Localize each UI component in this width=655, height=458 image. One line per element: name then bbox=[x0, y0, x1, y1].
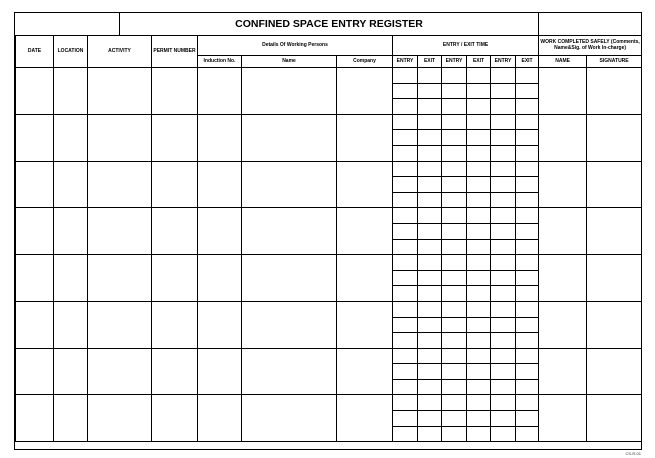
wc-signature-cell[interactable] bbox=[587, 348, 642, 395]
exit-2-time-cell[interactable] bbox=[467, 192, 491, 208]
wc-name-cell[interactable] bbox=[539, 68, 587, 115]
entry-3-time-cell[interactable] bbox=[491, 192, 516, 208]
entry-1-time-cell[interactable] bbox=[393, 68, 418, 84]
exit-2-time-cell[interactable] bbox=[467, 286, 491, 302]
table-row bbox=[16, 161, 642, 177]
company-header: Company bbox=[337, 56, 393, 68]
wc-signature-cell[interactable] bbox=[587, 161, 642, 208]
name-cell[interactable] bbox=[242, 301, 337, 348]
entry-2-time-cell[interactable] bbox=[442, 286, 467, 302]
induction-cell[interactable] bbox=[198, 208, 242, 255]
wc-signature-cell[interactable] bbox=[587, 255, 642, 302]
exit-2-time-cell[interactable] bbox=[467, 145, 491, 161]
name-cell[interactable] bbox=[242, 255, 337, 302]
induction-cell[interactable] bbox=[198, 348, 242, 395]
exit-header-3: EXIT bbox=[516, 56, 539, 68]
entry-1-time-cell[interactable] bbox=[393, 130, 418, 146]
exit-2-time-cell[interactable] bbox=[467, 114, 491, 130]
date-cell[interactable] bbox=[16, 114, 54, 161]
date-cell[interactable] bbox=[16, 208, 54, 255]
permit-cell[interactable] bbox=[152, 208, 198, 255]
entry-1-time-cell[interactable] bbox=[393, 161, 418, 177]
name-cell[interactable] bbox=[242, 208, 337, 255]
table-row bbox=[16, 208, 642, 224]
activity-header: ACTIVITY bbox=[88, 36, 152, 68]
exit-1-time-cell[interactable] bbox=[418, 145, 442, 161]
entry-3-time-cell[interactable] bbox=[491, 286, 516, 302]
title-bar bbox=[15, 13, 641, 35]
entry-3-time-cell[interactable] bbox=[491, 208, 516, 224]
register-table bbox=[15, 35, 642, 442]
entry-header-2: ENTRY bbox=[442, 56, 467, 68]
name-header: Name bbox=[242, 56, 337, 68]
permit-cell[interactable] bbox=[152, 348, 198, 395]
activity-cell[interactable] bbox=[88, 348, 152, 395]
entry-3-time-cell[interactable] bbox=[491, 114, 516, 130]
form-title: CONFINED SPACE ENTRY REGISTER bbox=[235, 18, 423, 30]
entry-1-time-cell[interactable] bbox=[393, 411, 418, 427]
exit-2-time-cell[interactable] bbox=[467, 411, 491, 427]
entry-2-time-cell[interactable] bbox=[442, 114, 467, 130]
company-cell[interactable] bbox=[337, 208, 393, 255]
exit-3-time-cell[interactable] bbox=[516, 177, 539, 193]
name-cell[interactable] bbox=[242, 68, 337, 115]
entry-3-time-cell[interactable] bbox=[491, 364, 516, 380]
induction-no-header: Induction No. bbox=[198, 56, 242, 68]
exit-1-time-cell[interactable] bbox=[418, 130, 442, 146]
exit-2-time-cell[interactable] bbox=[467, 333, 491, 349]
name-cell[interactable] bbox=[242, 114, 337, 161]
wc-name-cell[interactable] bbox=[539, 301, 587, 348]
entry-3-time-cell[interactable] bbox=[491, 348, 516, 364]
exit-1-time-cell[interactable] bbox=[418, 348, 442, 364]
company-cell[interactable] bbox=[337, 348, 393, 395]
entry-3-time-cell[interactable] bbox=[491, 411, 516, 427]
wc-name-cell[interactable] bbox=[539, 255, 587, 302]
company-cell[interactable] bbox=[337, 161, 393, 208]
entry-1-time-cell[interactable] bbox=[393, 333, 418, 349]
exit-1-time-cell[interactable] bbox=[418, 177, 442, 193]
location-cell[interactable] bbox=[54, 208, 88, 255]
entry-1-time-cell[interactable] bbox=[393, 426, 418, 442]
entry-3-time-cell[interactable] bbox=[491, 426, 516, 442]
location-cell[interactable] bbox=[54, 348, 88, 395]
activity-cell[interactable] bbox=[88, 68, 152, 115]
exit-3-time-cell[interactable] bbox=[516, 68, 539, 84]
entry-2-time-cell[interactable] bbox=[442, 348, 467, 364]
wc-signature-cell[interactable] bbox=[587, 395, 642, 442]
exit-3-time-cell[interactable] bbox=[516, 426, 539, 442]
entry-1-time-cell[interactable] bbox=[393, 255, 418, 271]
entry-2-time-cell[interactable] bbox=[442, 83, 467, 99]
entry-3-time-cell[interactable] bbox=[491, 83, 516, 99]
entry-3-time-cell[interactable] bbox=[491, 379, 516, 395]
entry-1-time-cell[interactable] bbox=[393, 83, 418, 99]
location-cell[interactable] bbox=[54, 255, 88, 302]
work-completed-header: WORK COMPLETED SAFELY (Comments, Name&Sig. of Work In-charge) bbox=[539, 36, 642, 56]
entry-2-time-cell[interactable] bbox=[442, 68, 467, 84]
exit-2-time-cell[interactable] bbox=[467, 99, 491, 115]
exit-3-time-cell[interactable] bbox=[516, 348, 539, 364]
exit-1-time-cell[interactable] bbox=[418, 426, 442, 442]
entry-3-time-cell[interactable] bbox=[491, 223, 516, 239]
exit-1-time-cell[interactable] bbox=[418, 411, 442, 427]
entry-header-1: ENTRY bbox=[393, 56, 418, 68]
activity-cell[interactable] bbox=[88, 208, 152, 255]
company-cell[interactable] bbox=[337, 114, 393, 161]
permit-cell[interactable] bbox=[152, 301, 198, 348]
wc-name-cell[interactable] bbox=[539, 348, 587, 395]
wc-signature-cell[interactable] bbox=[587, 114, 642, 161]
exit-1-time-cell[interactable] bbox=[418, 255, 442, 271]
date-cell[interactable] bbox=[16, 68, 54, 115]
exit-3-time-cell[interactable] bbox=[516, 83, 539, 99]
permit-cell[interactable] bbox=[152, 161, 198, 208]
date-cell[interactable] bbox=[16, 348, 54, 395]
wc-signature-header: SIGNATURE bbox=[587, 56, 642, 68]
location-cell[interactable] bbox=[54, 161, 88, 208]
entry-2-time-cell[interactable] bbox=[442, 239, 467, 255]
wc-signature-cell[interactable] bbox=[587, 208, 642, 255]
exit-2-time-cell[interactable] bbox=[467, 239, 491, 255]
entry-3-time-cell[interactable] bbox=[491, 317, 516, 333]
entry-2-time-cell[interactable] bbox=[442, 192, 467, 208]
exit-3-time-cell[interactable] bbox=[516, 130, 539, 146]
date-cell[interactable] bbox=[16, 255, 54, 302]
exit-3-time-cell[interactable] bbox=[516, 99, 539, 115]
exit-1-time-cell[interactable] bbox=[418, 364, 442, 380]
entry-exit-time-header: ENTRY / EXIT TIME bbox=[393, 36, 539, 56]
exit-2-time-cell[interactable] bbox=[467, 379, 491, 395]
entry-2-time-cell[interactable] bbox=[442, 379, 467, 395]
wc-name-cell[interactable] bbox=[539, 395, 587, 442]
entry-2-time-cell[interactable] bbox=[442, 426, 467, 442]
exit-header-1: EXIT bbox=[418, 56, 442, 68]
exit-2-time-cell[interactable] bbox=[467, 395, 491, 411]
activity-cell[interactable] bbox=[88, 161, 152, 208]
exit-3-time-cell[interactable] bbox=[516, 145, 539, 161]
permit-number-header: PERMIT NUMBER bbox=[152, 36, 198, 68]
table-row bbox=[16, 348, 642, 364]
company-cell[interactable] bbox=[337, 255, 393, 302]
exit-header-2: EXIT bbox=[467, 56, 491, 68]
induction-cell[interactable] bbox=[198, 161, 242, 208]
exit-2-time-cell[interactable] bbox=[467, 83, 491, 99]
title-bar-right-cell bbox=[538, 13, 641, 35]
entry-1-time-cell[interactable] bbox=[393, 364, 418, 380]
exit-3-time-cell[interactable] bbox=[516, 379, 539, 395]
entry-3-time-cell[interactable] bbox=[491, 239, 516, 255]
form-code: CS-R-01 bbox=[625, 451, 641, 456]
location-cell[interactable] bbox=[54, 68, 88, 115]
entry-2-time-cell[interactable] bbox=[442, 333, 467, 349]
company-cell[interactable] bbox=[337, 301, 393, 348]
company-cell[interactable] bbox=[337, 395, 393, 442]
wc-name-header: NAME bbox=[539, 56, 587, 68]
entry-3-time-cell[interactable] bbox=[491, 99, 516, 115]
entry-2-time-cell[interactable] bbox=[442, 99, 467, 115]
exit-3-time-cell[interactable] bbox=[516, 317, 539, 333]
wc-signature-cell[interactable] bbox=[587, 68, 642, 115]
location-cell[interactable] bbox=[54, 395, 88, 442]
entry-1-time-cell[interactable] bbox=[393, 270, 418, 286]
activity-cell[interactable] bbox=[88, 395, 152, 442]
exit-1-time-cell[interactable] bbox=[418, 208, 442, 224]
exit-3-time-cell[interactable] bbox=[516, 364, 539, 380]
induction-cell[interactable] bbox=[198, 68, 242, 115]
exit-2-time-cell[interactable] bbox=[467, 208, 491, 224]
location-cell[interactable] bbox=[54, 114, 88, 161]
exit-3-time-cell[interactable] bbox=[516, 301, 539, 317]
exit-2-time-cell[interactable] bbox=[467, 223, 491, 239]
induction-cell[interactable] bbox=[198, 301, 242, 348]
exit-3-time-cell[interactable] bbox=[516, 223, 539, 239]
date-header: DATE bbox=[16, 36, 54, 68]
entry-1-time-cell[interactable] bbox=[393, 395, 418, 411]
title-bar-left-cell bbox=[15, 13, 120, 35]
table-row bbox=[16, 114, 642, 130]
exit-2-time-cell[interactable] bbox=[467, 68, 491, 84]
exit-3-time-cell[interactable] bbox=[516, 161, 539, 177]
exit-3-time-cell[interactable] bbox=[516, 239, 539, 255]
date-cell[interactable] bbox=[16, 161, 54, 208]
entry-3-time-cell[interactable] bbox=[491, 255, 516, 271]
exit-3-time-cell[interactable] bbox=[516, 395, 539, 411]
exit-1-time-cell[interactable] bbox=[418, 301, 442, 317]
exit-3-time-cell[interactable] bbox=[516, 192, 539, 208]
exit-1-time-cell[interactable] bbox=[418, 192, 442, 208]
exit-1-time-cell[interactable] bbox=[418, 270, 442, 286]
exit-2-time-cell[interactable] bbox=[467, 255, 491, 271]
entry-1-time-cell[interactable] bbox=[393, 99, 418, 115]
exit-1-time-cell[interactable] bbox=[418, 161, 442, 177]
exit-2-time-cell[interactable] bbox=[467, 317, 491, 333]
entry-2-time-cell[interactable] bbox=[442, 130, 467, 146]
location-cell[interactable] bbox=[54, 301, 88, 348]
entry-1-time-cell[interactable] bbox=[393, 192, 418, 208]
exit-2-time-cell[interactable] bbox=[467, 177, 491, 193]
entry-1-time-cell[interactable] bbox=[393, 114, 418, 130]
entry-1-time-cell[interactable] bbox=[393, 239, 418, 255]
entry-3-time-cell[interactable] bbox=[491, 177, 516, 193]
entry-2-time-cell[interactable] bbox=[442, 223, 467, 239]
permit-cell[interactable] bbox=[152, 68, 198, 115]
exit-2-time-cell[interactable] bbox=[467, 270, 491, 286]
entry-2-time-cell[interactable] bbox=[442, 145, 467, 161]
exit-1-time-cell[interactable] bbox=[418, 99, 442, 115]
exit-3-time-cell[interactable] bbox=[516, 270, 539, 286]
exit-2-time-cell[interactable] bbox=[467, 426, 491, 442]
entry-1-time-cell[interactable] bbox=[393, 301, 418, 317]
exit-3-time-cell[interactable] bbox=[516, 114, 539, 130]
activity-cell[interactable] bbox=[88, 301, 152, 348]
exit-3-time-cell[interactable] bbox=[516, 255, 539, 271]
permit-cell[interactable] bbox=[152, 114, 198, 161]
exit-2-time-cell[interactable] bbox=[467, 364, 491, 380]
exit-1-time-cell[interactable] bbox=[418, 223, 442, 239]
permit-cell[interactable] bbox=[152, 395, 198, 442]
exit-2-time-cell[interactable] bbox=[467, 161, 491, 177]
exit-1-time-cell[interactable] bbox=[418, 333, 442, 349]
exit-1-time-cell[interactable] bbox=[418, 239, 442, 255]
exit-3-time-cell[interactable] bbox=[516, 286, 539, 302]
register-body bbox=[16, 68, 642, 442]
exit-2-time-cell[interactable] bbox=[467, 301, 491, 317]
induction-cell[interactable] bbox=[198, 255, 242, 302]
entry-3-time-cell[interactable] bbox=[491, 301, 516, 317]
entry-1-time-cell[interactable] bbox=[393, 145, 418, 161]
table-row bbox=[16, 395, 642, 411]
entry-3-time-cell[interactable] bbox=[491, 333, 516, 349]
entry-3-time-cell[interactable] bbox=[491, 270, 516, 286]
name-cell[interactable] bbox=[242, 348, 337, 395]
register-sheet bbox=[14, 12, 642, 450]
date-cell[interactable] bbox=[16, 301, 54, 348]
exit-1-time-cell[interactable] bbox=[418, 286, 442, 302]
exit-1-time-cell[interactable] bbox=[418, 83, 442, 99]
entry-1-time-cell[interactable] bbox=[393, 379, 418, 395]
permit-cell[interactable] bbox=[152, 255, 198, 302]
exit-2-time-cell[interactable] bbox=[467, 348, 491, 364]
exit-1-time-cell[interactable] bbox=[418, 379, 442, 395]
table-row bbox=[16, 68, 642, 84]
exit-1-time-cell[interactable] bbox=[418, 68, 442, 84]
exit-3-time-cell[interactable] bbox=[516, 208, 539, 224]
entry-2-time-cell[interactable] bbox=[442, 255, 467, 271]
entry-header-3: ENTRY bbox=[491, 56, 516, 68]
exit-3-time-cell[interactable] bbox=[516, 333, 539, 349]
entry-1-time-cell[interactable] bbox=[393, 348, 418, 364]
exit-1-time-cell[interactable] bbox=[418, 114, 442, 130]
entry-1-time-cell[interactable] bbox=[393, 223, 418, 239]
entry-2-time-cell[interactable] bbox=[442, 301, 467, 317]
name-cell[interactable] bbox=[242, 395, 337, 442]
exit-1-time-cell[interactable] bbox=[418, 395, 442, 411]
entry-3-time-cell[interactable] bbox=[491, 145, 516, 161]
wc-signature-cell[interactable] bbox=[587, 301, 642, 348]
entry-2-time-cell[interactable] bbox=[442, 364, 467, 380]
induction-cell[interactable] bbox=[198, 114, 242, 161]
entry-1-time-cell[interactable] bbox=[393, 286, 418, 302]
entry-1-time-cell[interactable] bbox=[393, 208, 418, 224]
entry-2-time-cell[interactable] bbox=[442, 161, 467, 177]
exit-1-time-cell[interactable] bbox=[418, 317, 442, 333]
wc-name-cell[interactable] bbox=[539, 208, 587, 255]
wc-name-cell[interactable] bbox=[539, 114, 587, 161]
entry-2-time-cell[interactable] bbox=[442, 395, 467, 411]
entry-3-time-cell[interactable] bbox=[491, 161, 516, 177]
name-cell[interactable] bbox=[242, 161, 337, 208]
exit-3-time-cell[interactable] bbox=[516, 411, 539, 427]
wc-name-cell[interactable] bbox=[539, 161, 587, 208]
table-row bbox=[16, 301, 642, 317]
exit-2-time-cell[interactable] bbox=[467, 130, 491, 146]
entry-3-time-cell[interactable] bbox=[491, 395, 516, 411]
activity-cell[interactable] bbox=[88, 255, 152, 302]
induction-cell[interactable] bbox=[198, 395, 242, 442]
entry-2-time-cell[interactable] bbox=[442, 177, 467, 193]
entry-1-time-cell[interactable] bbox=[393, 317, 418, 333]
entry-2-time-cell[interactable] bbox=[442, 317, 467, 333]
entry-3-time-cell[interactable] bbox=[491, 68, 516, 84]
entry-2-time-cell[interactable] bbox=[442, 411, 467, 427]
entry-3-time-cell[interactable] bbox=[491, 130, 516, 146]
location-header: LOCATION bbox=[54, 36, 88, 68]
entry-1-time-cell[interactable] bbox=[393, 177, 418, 193]
company-cell[interactable] bbox=[337, 68, 393, 115]
date-cell[interactable] bbox=[16, 395, 54, 442]
details-working-persons-header: Details Of Working Persons bbox=[198, 36, 393, 56]
activity-cell[interactable] bbox=[88, 114, 152, 161]
entry-2-time-cell[interactable] bbox=[442, 208, 467, 224]
entry-2-time-cell[interactable] bbox=[442, 270, 467, 286]
table-row bbox=[16, 255, 642, 271]
